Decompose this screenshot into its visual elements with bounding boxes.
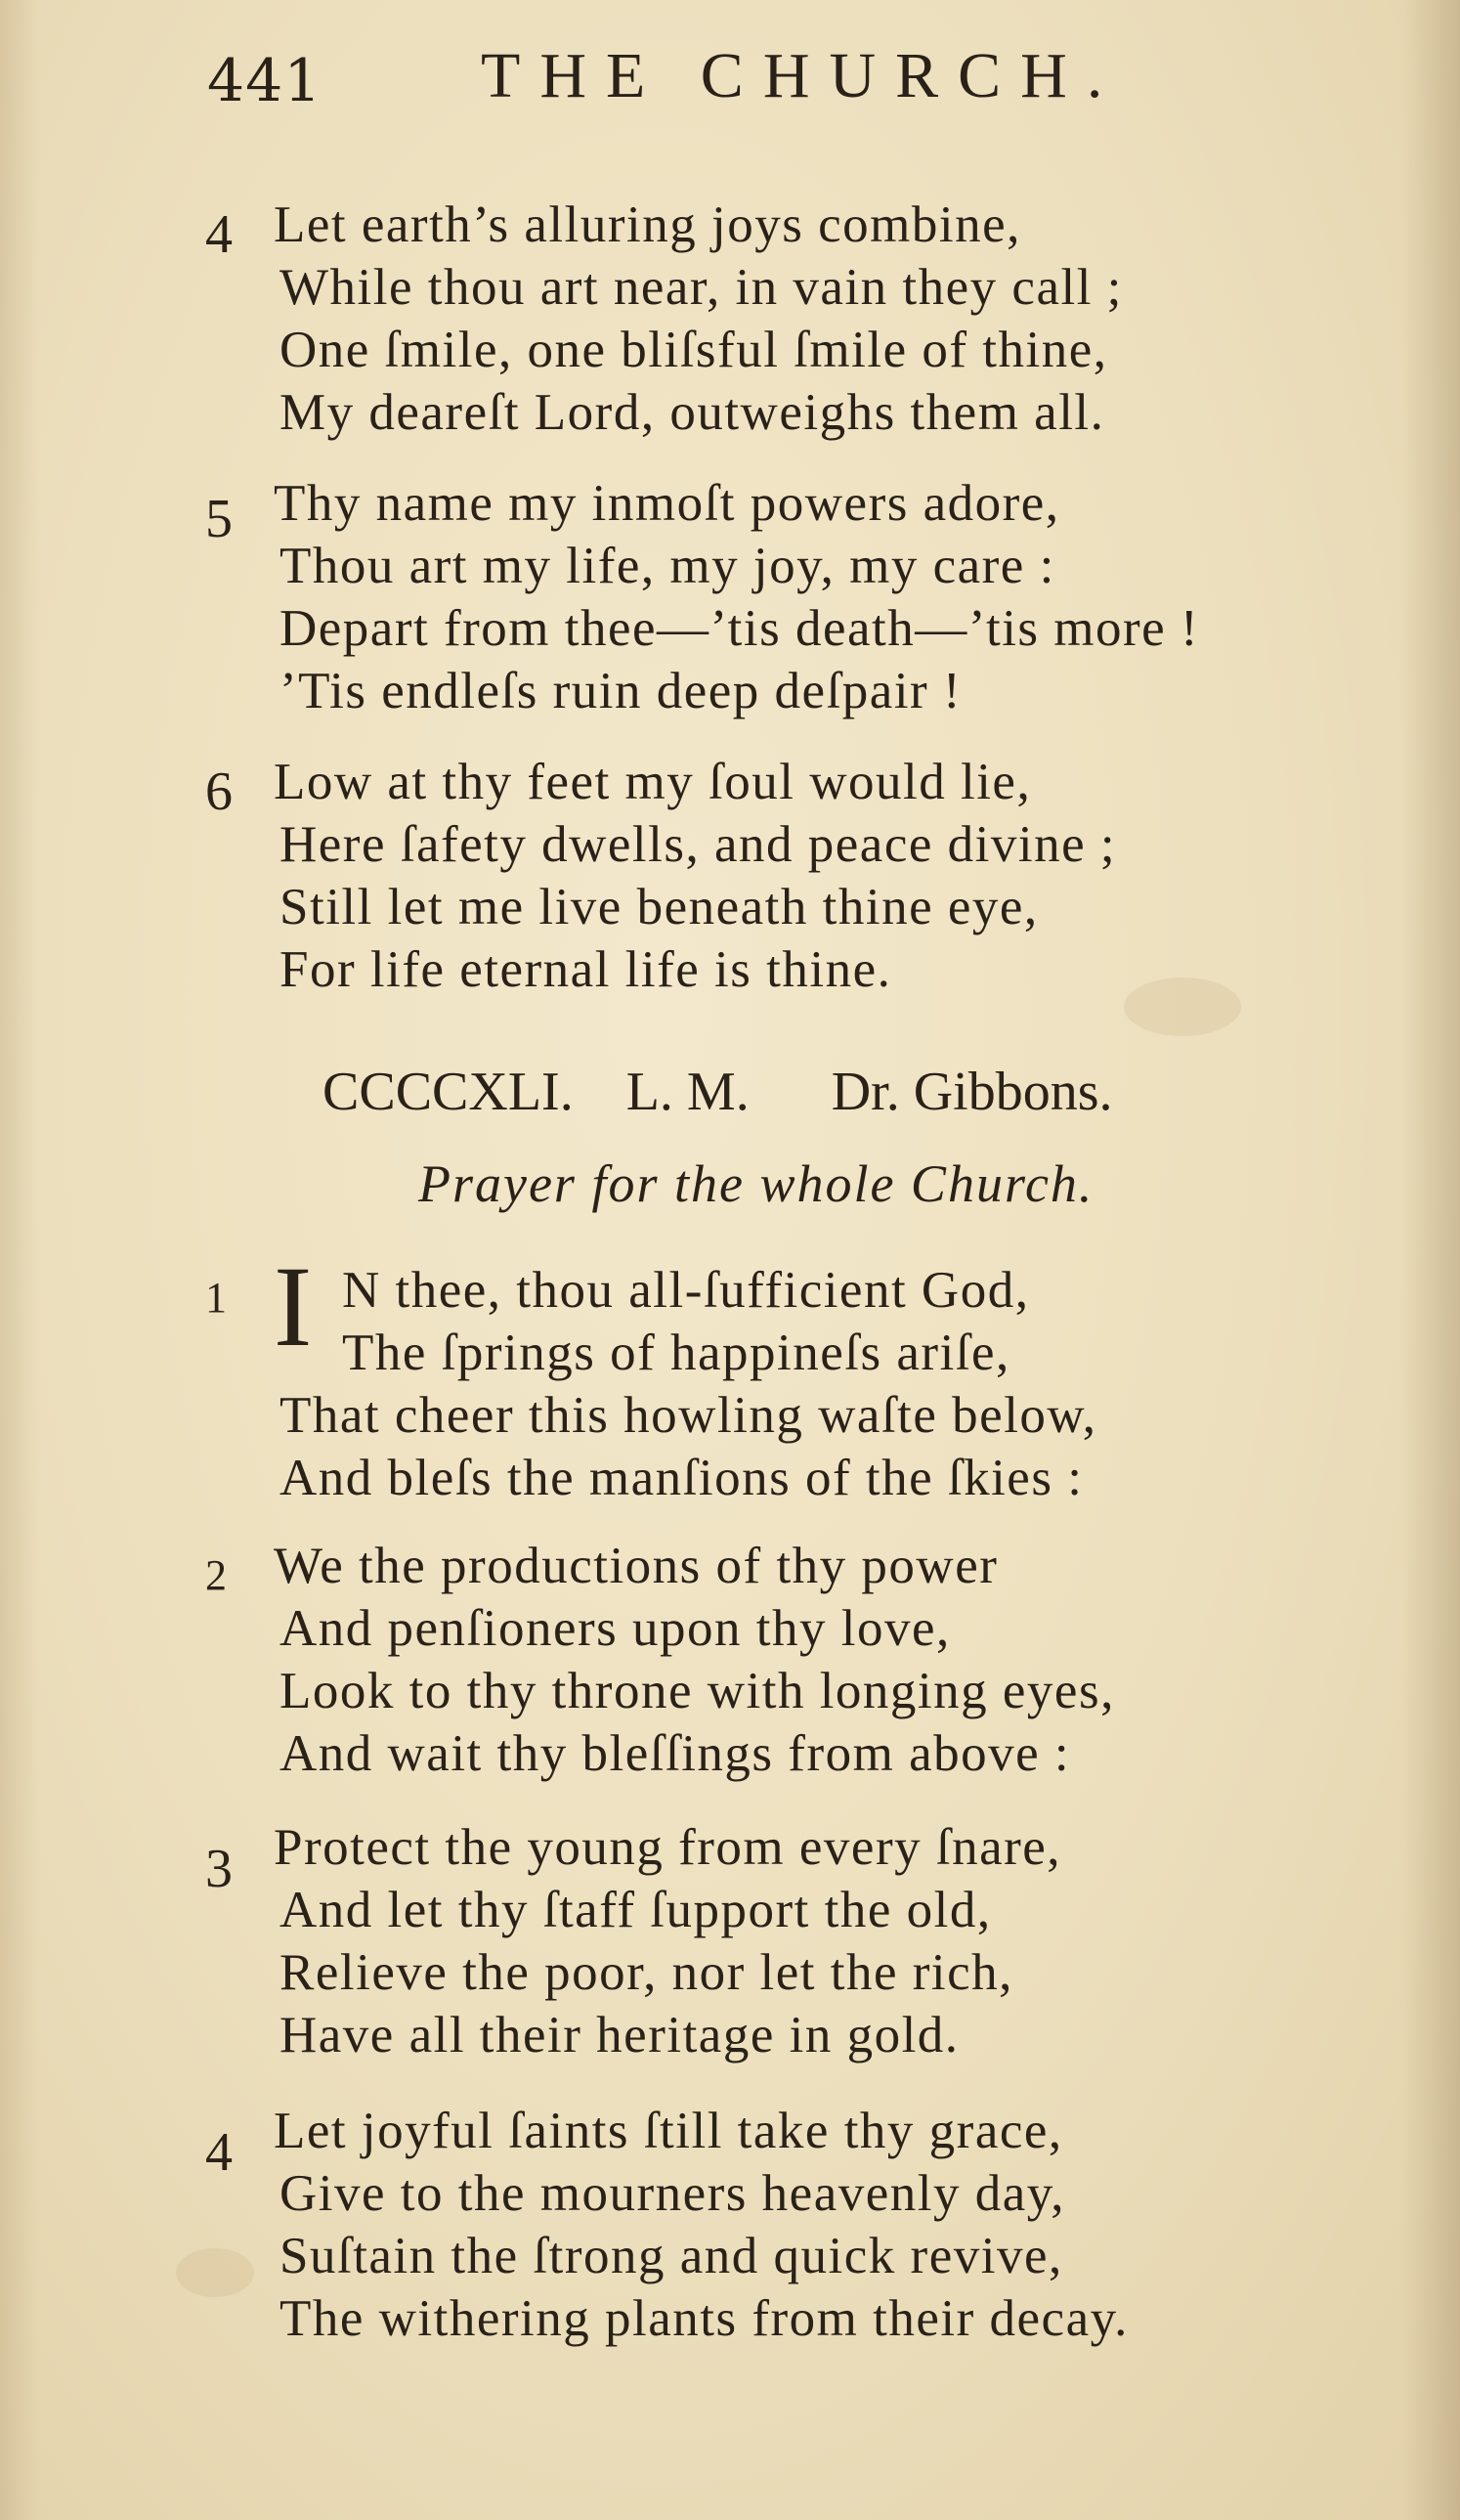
verse-line: My deareſt Lord, outweighs them all. — [279, 384, 1105, 441]
verse-line: Let joyful ſaints ſtill take thy grace, — [274, 2103, 1063, 2159]
stanza-number: 4 — [205, 2122, 233, 2183]
verse-line: And penſioners upon thy love, — [279, 1600, 951, 1657]
verse-line: The withering plants from their decay. — [279, 2290, 1129, 2347]
verse-line: And bleſs the manſions of the ſkies : — [279, 1450, 1084, 1506]
gutter-shadow — [0, 0, 39, 2520]
stanza-number: 4 — [205, 204, 233, 265]
verse-line: Suſtain the ſtrong and quick revive, — [279, 2228, 1063, 2284]
drop-cap: I — [274, 1242, 313, 1370]
verse-line: Have all their heritage in gold. — [279, 2007, 960, 2064]
hymn-number: CCCCXLI. — [322, 1062, 574, 1122]
verse-line: Here ſafety dwells, and peace divine ; — [279, 816, 1117, 873]
verse-line: And let thy ſtaff ſupport the old, — [279, 1882, 992, 1938]
foxing-spot — [1124, 978, 1241, 1036]
verse-line: Relieve the poor, nor let the rich, — [279, 1944, 1013, 2001]
verse-line: ’Tis endleſs ruin deep deſpair ! — [279, 663, 963, 719]
verse-line: One ſmile, one bliſsful ſmile of thine, — [279, 322, 1108, 378]
stanza-number: 2 — [205, 1551, 227, 1599]
verse-line: The ſprings of happineſs ariſe, — [342, 1325, 1010, 1381]
page-header — [207, 39, 1165, 127]
stanza-number: 5 — [205, 489, 233, 549]
verse-line: Thou art my life, my joy, my care : — [279, 538, 1055, 594]
hymn-author: Dr. Gibbons. — [831, 1062, 1113, 1122]
verse-line: Look to thy throne with longing eyes, — [279, 1663, 1115, 1719]
verse-line: Still let me live beneath thine eye, — [279, 879, 1039, 935]
verse-line: We the productions of thy power — [274, 1538, 999, 1594]
hymn-heading — [322, 1061, 1300, 1123]
page-number: 441 — [207, 47, 322, 115]
page-edge-shadow — [1401, 0, 1460, 2520]
hymn-subtitle: Prayer for the whole Church. — [418, 1154, 1095, 1213]
running-head: THE CHURCH. — [481, 40, 1123, 111]
verse-line: For life eternal life is thine. — [279, 941, 892, 998]
verse-line: Thy name my inmoſt powers adore, — [274, 475, 1060, 532]
verse-line: Low at thy feet my ſoul would lie, — [274, 754, 1032, 810]
verse-line: Protect the young from every ſnare, — [274, 1819, 1062, 1876]
verse-line: And wait thy bleſſings from above : — [279, 1725, 1071, 1782]
foxing-spot — [176, 2248, 254, 2297]
stanza-number: 1 — [205, 1274, 227, 1322]
verse-line: While thou art near, in vain they call ; — [279, 259, 1123, 316]
verse-line: Let earth’s alluring joys combine, — [274, 196, 1021, 253]
verse-line: Depart from thee—’tis death—’tis more ! — [279, 600, 1200, 657]
verse-line: Give to the mourners heavenly day, — [279, 2165, 1066, 2222]
verse-line: N thee, thou all-ſufficient God, — [342, 1262, 1030, 1319]
hymn-meter: L. M. — [625, 1062, 750, 1122]
stanza-number: 3 — [205, 1839, 233, 1899]
verse-line: That cheer this howling waſte below, — [279, 1387, 1097, 1444]
stanza-number: 6 — [205, 761, 233, 822]
